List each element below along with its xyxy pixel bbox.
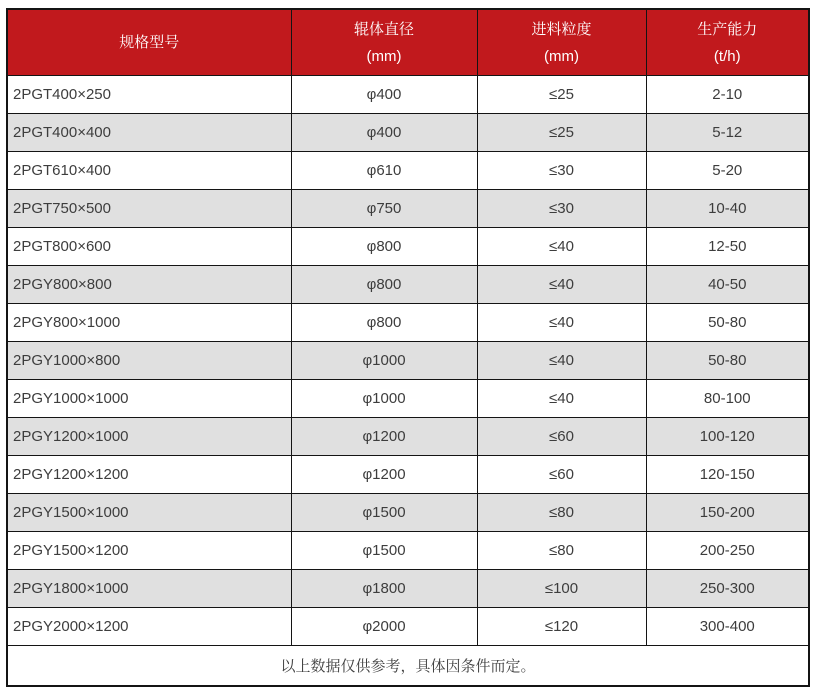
- capacity-cell: 50-80: [646, 304, 809, 342]
- feed-size-cell: ≤30: [477, 152, 646, 190]
- feed-size-cell: ≤40: [477, 342, 646, 380]
- header-title: 进料粒度: [531, 20, 592, 38]
- feed-size-cell: ≤25: [477, 114, 646, 152]
- model-cell: 2PGY1200×1200: [7, 456, 291, 494]
- diameter-cell: φ2000: [291, 608, 477, 646]
- capacity-cell: 5-12: [646, 114, 809, 152]
- diameter-cell: φ800: [291, 228, 477, 266]
- table-row: [7, 608, 809, 646]
- feed-size-cell: ≤60: [477, 418, 646, 456]
- table-row: [7, 570, 809, 608]
- feed-size-cell: ≤80: [477, 532, 646, 570]
- capacity-cell: 200-250: [646, 532, 809, 570]
- table-row: [7, 418, 809, 456]
- diameter-cell: φ400: [291, 114, 477, 152]
- feed-size-cell: ≤30: [477, 190, 646, 228]
- diameter-cell: φ1200: [291, 418, 477, 456]
- header-cell-diameter: [291, 9, 477, 76]
- model-cell: 2PGT750×500: [7, 190, 291, 228]
- capacity-cell: 10-40: [646, 190, 809, 228]
- model-cell: 2PGY2000×1200: [7, 608, 291, 646]
- table-header: [7, 9, 809, 76]
- header-cell-model: [7, 9, 291, 76]
- diameter-cell: φ800: [291, 266, 477, 304]
- feed-size-cell: ≤80: [477, 494, 646, 532]
- feed-size-cell: ≤40: [477, 380, 646, 418]
- header-cell-capacity: [646, 9, 809, 76]
- table-row: [7, 532, 809, 570]
- capacity-cell: 80-100: [646, 380, 809, 418]
- footnote-text: 以上数据仅供参考，具体因条件而定。: [7, 646, 809, 687]
- model-cell: 2PGY1200×1000: [7, 418, 291, 456]
- diameter-cell: φ1200: [291, 456, 477, 494]
- feed-size-cell: ≤40: [477, 304, 646, 342]
- diameter-cell: φ1000: [291, 380, 477, 418]
- feed-size-cell: ≤120: [477, 608, 646, 646]
- capacity-cell: 2-10: [646, 76, 809, 114]
- diameter-cell: φ400: [291, 76, 477, 114]
- table-row: [7, 494, 809, 532]
- capacity-cell: 250-300: [646, 570, 809, 608]
- model-cell: 2PGY800×800: [7, 266, 291, 304]
- diameter-cell: φ800: [291, 304, 477, 342]
- footnote-row: [7, 646, 809, 687]
- table-row: [7, 76, 809, 114]
- table-body: [7, 76, 809, 646]
- diameter-cell: φ1500: [291, 532, 477, 570]
- model-cell: 2PGT800×600: [7, 228, 291, 266]
- feed-size-cell: ≤40: [477, 228, 646, 266]
- diameter-cell: φ610: [291, 152, 477, 190]
- table-row: [7, 266, 809, 304]
- model-cell: 2PGT610×400: [7, 152, 291, 190]
- diameter-cell: φ750: [291, 190, 477, 228]
- model-cell: 2PGT400×400: [7, 114, 291, 152]
- table-row: [7, 304, 809, 342]
- model-cell: 2PGY800×1000: [7, 304, 291, 342]
- table-row: [7, 456, 809, 494]
- capacity-cell: 300-400: [646, 608, 809, 646]
- table-footer: [7, 646, 809, 687]
- capacity-cell: 5-20: [646, 152, 809, 190]
- capacity-cell: 12-50: [646, 228, 809, 266]
- feed-size-cell: ≤60: [477, 456, 646, 494]
- spec-table: [6, 8, 810, 687]
- capacity-cell: 50-80: [646, 342, 809, 380]
- model-cell: 2PGT400×250: [7, 76, 291, 114]
- model-cell: 2PGY1500×1200: [7, 532, 291, 570]
- header-unit: (mm): [366, 47, 402, 65]
- header-title: 规格型号: [119, 34, 180, 51]
- header-title: 生产能力: [697, 20, 758, 38]
- header-row: [7, 9, 809, 76]
- header-title: 辊体直径: [353, 20, 414, 38]
- header-unit: (mm): [544, 47, 579, 65]
- feed-size-cell: ≤100: [477, 570, 646, 608]
- table-row: [7, 380, 809, 418]
- table-row: [7, 228, 809, 266]
- diameter-cell: φ1800: [291, 570, 477, 608]
- capacity-cell: 150-200: [646, 494, 809, 532]
- table-row: [7, 190, 809, 228]
- capacity-cell: 120-150: [646, 456, 809, 494]
- capacity-cell: 100-120: [646, 418, 809, 456]
- capacity-cell: 40-50: [646, 266, 809, 304]
- model-cell: 2PGY1800×1000: [7, 570, 291, 608]
- diameter-cell: φ1500: [291, 494, 477, 532]
- header-cell-feed-size: [477, 9, 646, 76]
- header-unit: (t/h): [713, 47, 741, 65]
- feed-size-cell: ≤40: [477, 266, 646, 304]
- table-row: [7, 342, 809, 380]
- diameter-cell: φ1000: [291, 342, 477, 380]
- model-cell: 2PGY1000×1000: [7, 380, 291, 418]
- model-cell: 2PGY1000×800: [7, 342, 291, 380]
- table-row: [7, 152, 809, 190]
- feed-size-cell: ≤25: [477, 76, 646, 114]
- model-cell: 2PGY1500×1000: [7, 494, 291, 532]
- table-row: [7, 114, 809, 152]
